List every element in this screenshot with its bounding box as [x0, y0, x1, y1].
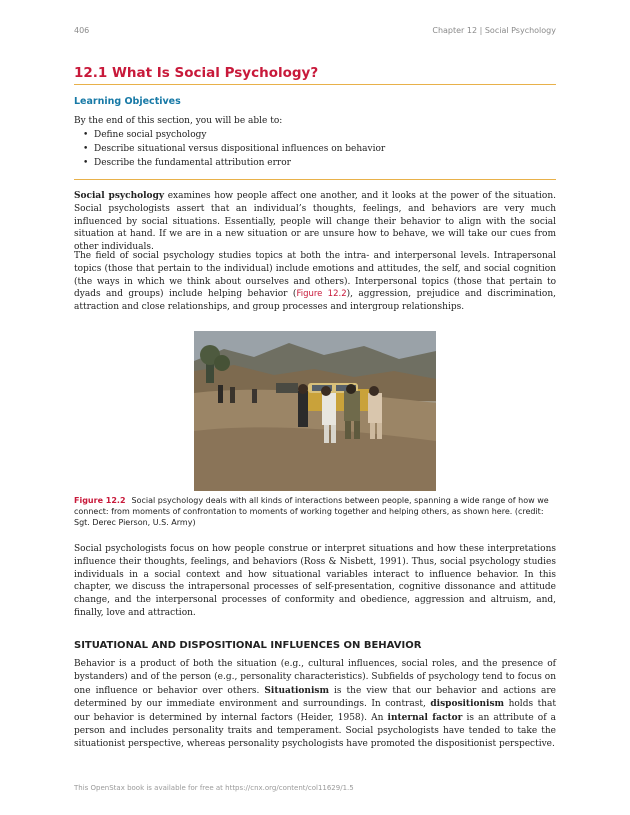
footer-note: This OpenStax book is available for free at https://cnx.org/content/col11629/1.5	[74, 784, 354, 792]
paragraph-construal: Social psychologists focus on how people construe or interpret situations and how these interpretations influence their thoughts, feelings, and behaviors (Ross & Nisbett, 1991). Thus, social psychology studies individuals in a social context and how situational variables interact to influence behavior. In this chapter, we discuss the intrapersonal processes of self-presentation, cognitive dissonance and attitude change, and the interpersonal processes of conformity and obedience, aggression and altruism, and, finally, love and attraction.	[74, 544, 556, 618]
key-term: Social psychology	[74, 191, 165, 201]
page-number: 406	[74, 26, 90, 35]
section-title: 12.1 What Is Social Psychology?	[74, 65, 319, 81]
figure-photo	[194, 331, 436, 491]
figure-reference-link[interactable]: Figure 12.2	[296, 289, 347, 300]
key-term: Situationism	[264, 685, 329, 696]
list-item: • Describe situational versus dispositional influences on behavior	[74, 142, 385, 156]
figure-caption: Figure 12.2 Social psychology deals with all kinds of interactions between people, spanning a wide range of how we connect: from moments of confrontation to moments of working together and helping others, as shown here. (credit: Sgt. Derec Pierson, U.S. Army)	[74, 496, 549, 527]
learning-objectives-title: Learning Objectives	[74, 96, 181, 107]
list-item: • Define social psychology	[74, 128, 385, 142]
learning-objectives-list	[74, 128, 385, 170]
running-head: Chapter 12 | Social Psychology	[432, 26, 556, 35]
title-rule	[74, 84, 556, 85]
learning-objectives-intro: By the end of this section, you will be able to:	[74, 116, 283, 126]
key-term: dispositionism	[430, 699, 505, 710]
objectives-rule	[74, 179, 556, 180]
list-item: • Describe the fundamental attribution error	[74, 156, 385, 170]
paragraph-social-psychology: Social psychology examines how people affect one another, and it looks at the power of the situation. Social psychologists assert that an individual’s thoughts, feelings, and behaviors are very much influenced by social situations. Essentially, people will change their behavior to align with the social situation at hand. If we are in a new situation or are unsure how to behave, we will take our cues from other individuals.	[74, 191, 556, 253]
figure-label: Figure 12.2	[74, 496, 126, 505]
paragraph-topics: The field of social psychology studies topics at both the intra- and interpersonal levels. Intrapersonal topics (those that pertain to the individual) include emotions and attitudes, the self, and social cognition (the ways in which we think about ourselves and others). Interpersonal topics (those that pertain to dyads and groups) include helping behavior (Figure 12.2), aggression, prejudice and discrimination, attraction and close relationships, and group processes and intergroup relationships.	[74, 251, 556, 313]
paragraph-situationism: Behavior is a product of both the situation (e.g., cultural influences, social roles, and the presence of bystanders) and of the person (e.g., personality characteristics). Subfields of psychology tend to focus on one influence or behavior over others. Situationism is the view that our behavior and actions are determined by our immediate environment and surroundings. In contrast, dispositionism holds that our behavior is determined by internal factors (Heider, 1958). An internal factor is an attribute of a person and includes personality traits and temperament. Social psychologists have tended to take the situationist perspective, whereas personality psychologists have promoted the dispositionist perspective.	[74, 659, 556, 750]
key-term: internal factor	[387, 712, 463, 723]
subsection-title: SITUATIONAL AND DISPOSITIONAL INFLUENCES ON BEHAVIOR	[74, 640, 422, 651]
